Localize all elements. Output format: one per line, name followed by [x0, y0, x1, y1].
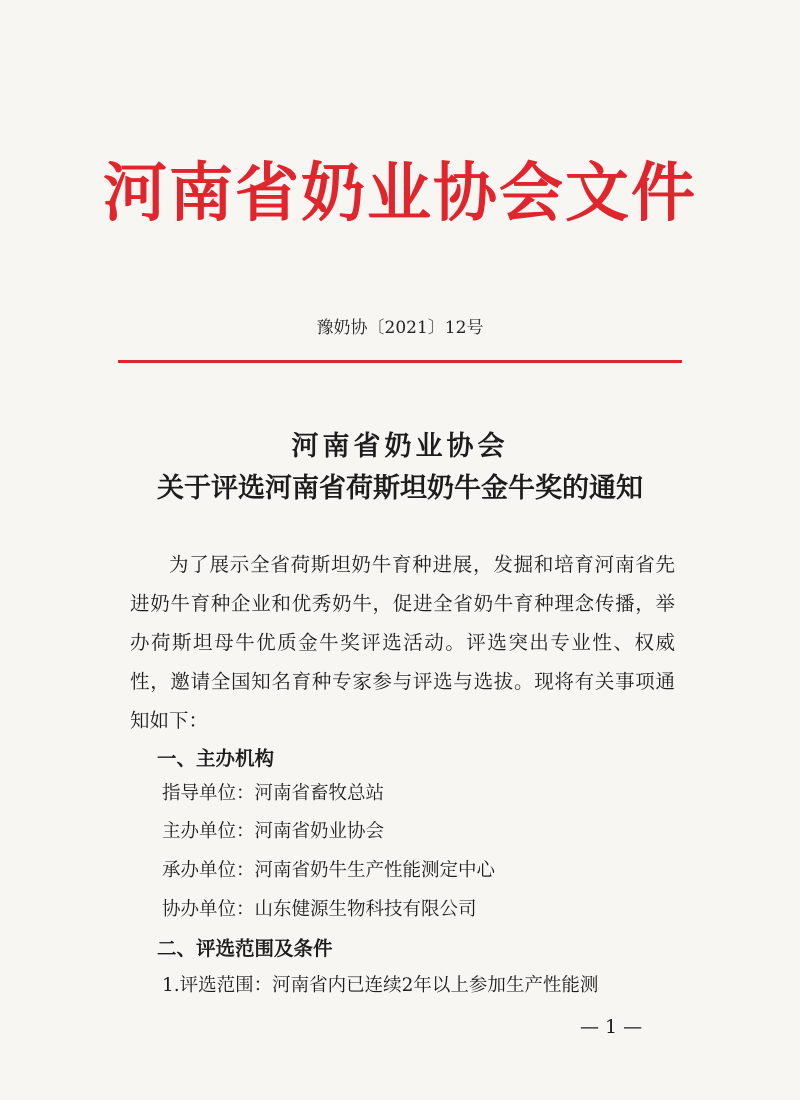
notice-title-org: 河南省奶业协会: [291, 431, 509, 462]
page-number: — 1 —: [580, 1016, 643, 1038]
section-heading-scope: 二、评选范围及条件: [157, 937, 333, 960]
organizer-undertaking-unit: 承办单位：河南省奶牛生产性能测定中心: [162, 860, 496, 881]
red-divider-line: [118, 360, 682, 363]
scope-item-1: 1.评选范围：河南省内已连续2年以上参加生产性能测: [162, 975, 599, 996]
notice-title-subject: 关于评选河南省荷斯坦奶牛金牛奖的通知: [157, 473, 643, 504]
document-header-title: 河南省奶业协会文件: [103, 156, 697, 231]
document-number: 豫奶协〔2021〕12号: [316, 318, 484, 338]
intro-paragraph: 为了展示全省荷斯坦奶牛育种进展，发掘和培育河南省先进奶牛育种企业和优秀奶牛，促进全省奶牛育种理念传播，举办荷斯坦母牛优质金牛奖评选活动。评选突出专业性、权威性，邀请全国知名育种专家参与评选与选拔。现将有关事项通知如下：: [130, 553, 675, 732]
organizer-host-unit: 主办单位：河南省奶业协会: [162, 821, 385, 842]
organizer-guide-unit: 指导单位：河南省畜牧总站: [162, 783, 385, 804]
organizer-co-unit: 协办单位：山东健源生物科技有限公司: [162, 899, 477, 920]
section-heading-organizers: 一、主办机构: [157, 747, 275, 770]
